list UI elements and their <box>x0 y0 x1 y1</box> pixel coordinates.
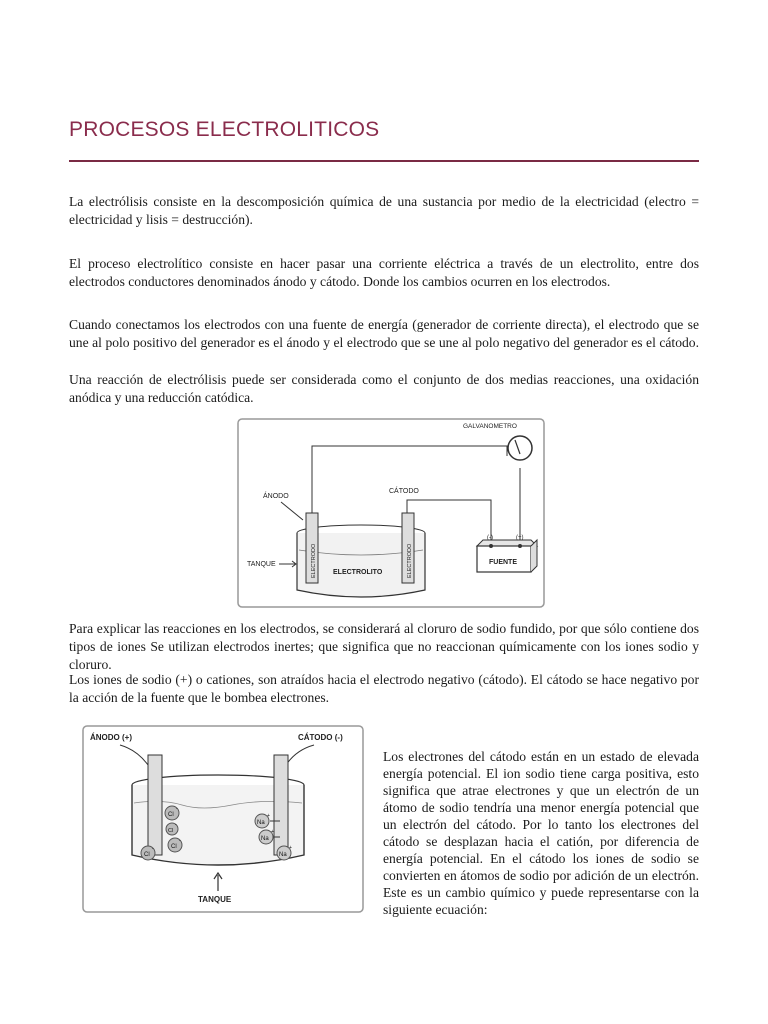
sodium-ion <box>255 813 270 828</box>
tank-label: TANQUE <box>198 895 232 904</box>
chloride-ion <box>168 838 182 852</box>
cathode-label: CÁTODO <box>389 488 419 495</box>
page-title: PROCESOS ELECTROLITICOS <box>69 118 380 141</box>
svg-text:-: - <box>175 822 177 828</box>
svg-text:Cl: Cl <box>171 844 177 850</box>
chloride-ion <box>141 846 155 860</box>
source-negative-label: (-) <box>487 535 493 541</box>
svg-text:+: + <box>271 829 274 835</box>
ion-migration-figure <box>82 725 364 913</box>
paragraph-half-reactions: Una reacción de electrólisis puede ser considerada como el conjunto de dos medias reacciones, una oxidación anódica y una reducción catódica. <box>69 372 699 405</box>
svg-text:-: - <box>152 846 154 852</box>
electrolyte-label: ELECTROLITO <box>333 569 383 576</box>
svg-text:Na: Na <box>257 820 265 826</box>
electrolysis-circuit-figure <box>237 418 545 608</box>
cathode-electrode-label: ELECTRODO <box>407 543 413 578</box>
paragraph-sodium-chloride: Para explicar las reacciones en los electrodos, se considerará al cloruro de sodio fundido, por que sólo contiene dos tipos de iones Se utilizan electrodos inertes; que significa que no reaccionan químicamente con los iones sodio y cloruro. <box>69 621 699 672</box>
svg-text:Cl: Cl <box>168 812 174 818</box>
svg-text:Na: Na <box>279 852 287 858</box>
anode-label: ÁNODO <box>263 493 289 500</box>
svg-text:Cl: Cl <box>168 828 174 834</box>
svg-text:Na: Na <box>261 836 269 842</box>
tank-label: TANQUE <box>247 561 276 568</box>
sodium-ion <box>259 829 274 844</box>
paragraph-definition: La electrólisis consiste en la descomposición química de una sustancia por medio de la electricidad (electro = electricidad y lisis = destrucción). <box>69 194 699 227</box>
svg-text:Cl: Cl <box>144 852 150 858</box>
svg-text:-: - <box>176 806 178 812</box>
anode-positive-label: ÁNODO (+) <box>90 733 132 742</box>
paragraph-cathode-electrons: Los electrones del cátodo están en un estado de elevada energía potencial. El ion sodio tiene carga positiva, esto significa que atrae electrones y que un electrón de un átomo de sodio tendría una menor energía potencial que un electrón del cátodo. Por lo tanto los electrones del cátodo se desplazan hacia el catión, por diferencia de energía potencial. En el cátodo los iones de sodio se convierten en átomos de sodio por adición de un electrón. Este es un cambio químico y puede representarse con la siguiente ecuación: <box>383 749 699 917</box>
svg-text:+: + <box>267 813 270 819</box>
svg-text:+: + <box>289 845 292 851</box>
galvanometer-label: GALVANOMETRO <box>463 423 517 430</box>
title-divider <box>69 160 699 162</box>
paragraph-cations: Los iones de sodio (+) o cationes, son atraídos hacia el electrodo negativo (cátodo). El cátodo se hace negativo por la acción de la fuente que le bombea electrones. <box>69 672 699 705</box>
anode-electrode <box>148 755 162 855</box>
svg-text:-: - <box>179 838 181 844</box>
paragraph-process: El proceso electrolítico consiste en hacer pasar una corriente eléctrica a través de un electrolito, entre dos electrodos conductores denominados ánodo y cátodo. Donde los cambios ocurren en los electrodos. <box>69 256 699 289</box>
chloride-ion <box>165 806 179 820</box>
cathode-electrode <box>274 755 288 855</box>
cathode-negative-label: CÁTODO (-) <box>298 733 343 742</box>
source-label: FUENTE <box>489 559 517 566</box>
sodium-ion <box>277 845 292 860</box>
galvanometer-icon <box>508 436 532 460</box>
paragraph-electrodes: Cuando conectamos los electrodos con una fuente de energía (generador de corriente directa), el electrodo que se une al polo positivo del generador es el ánodo y el electrodo que se une al polo negativo del generador es el cátodo. <box>69 317 699 350</box>
anode-electrode-label: ELECTRODO <box>311 543 317 578</box>
source-positive-label: (+) <box>516 535 524 541</box>
